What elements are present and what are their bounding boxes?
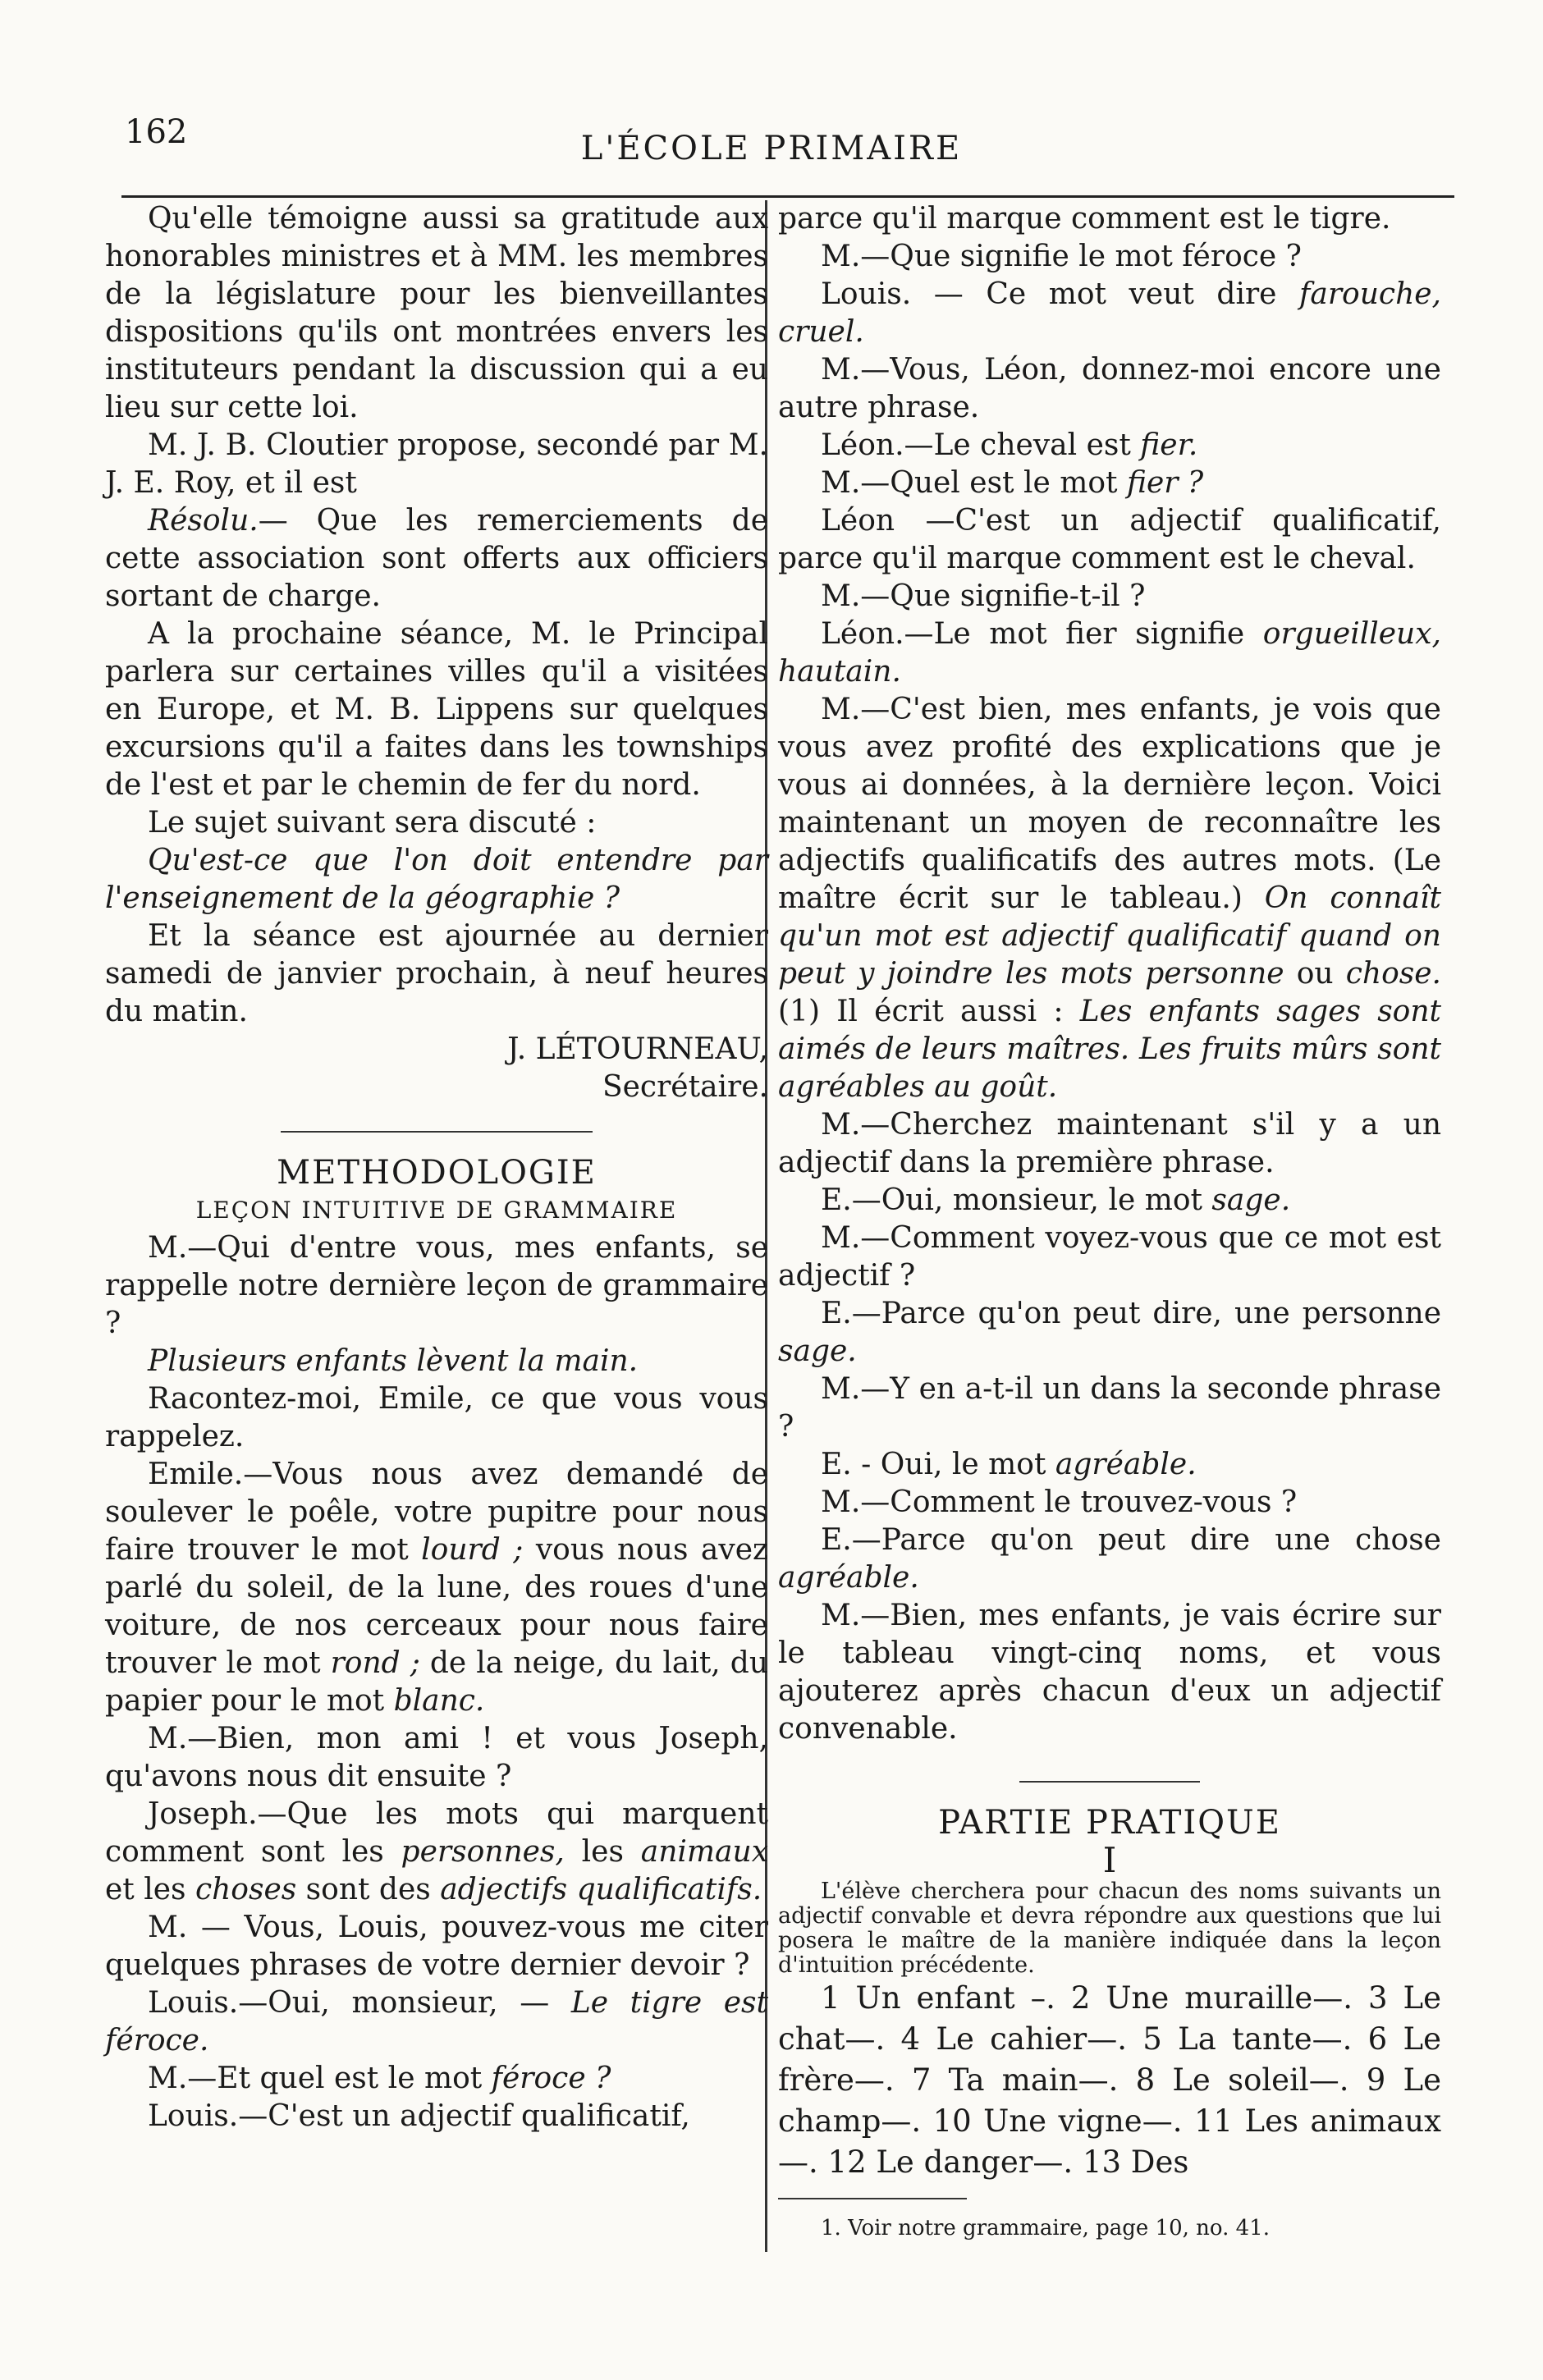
page-number: 162 <box>125 113 188 151</box>
dialogue-line: E.—Oui, monsieur, le mot sage. <box>821 1183 1291 1217</box>
dialogue-line: M.—Cherchez maintenant s'il y a un adjectif dans la première phrase. <box>778 1108 1441 1179</box>
section-title: PARTIE PRATIQUE <box>938 1804 1281 1842</box>
exercise-number: I <box>1102 1840 1117 1880</box>
signature-title: Secrétaire. <box>602 1070 768 1104</box>
dialogue-line: M.—Comment voyez-vous que ce mot est adjectif ? <box>778 1221 1441 1293</box>
running-title: L'ÉCOLE PRIMAIRE <box>580 130 963 167</box>
dialogue-line: Joseph.—Que les mots qui marquent comment sont les personnes, les animaux et les choses sont des adjectifs qualificatifs. <box>105 1797 768 1906</box>
paragraph: M. J. B. Cloutier propose, secondé par M. J. E. Roy, et il est <box>105 428 768 500</box>
dialogue-line: M.—Qui d'entre vous, mes enfants, se rappelle notre dernière leçon de grammaire ? <box>105 1231 768 1340</box>
dialogue-line: E.—Parce qu'on peut dire, une personne sage. <box>778 1297 1441 1368</box>
dialogue-line: parce qu'il marque comment est le tigre. <box>778 202 1391 236</box>
dialogue-line: M.—Que signifie-t-il ? <box>821 579 1146 613</box>
paragraph: Qu'elle témoigne aussi sa gratitude aux honorables ministres et à MM. les membres de la législature pour les bienveillantes dispositions qu'ils ont montrées envers les instituteurs pendant la discussion qui a eu lieu sur cette loi. <box>105 202 768 424</box>
section-separator <box>281 1131 593 1133</box>
right-column <box>778 200 1441 2247</box>
dialogue-line: Louis.—Oui, monsieur, — Le tigre est féroce. <box>105 1986 768 2057</box>
paragraph: Et la séance est ajournée au dernier samedi de janvier prochain, à neuf heures du matin. <box>105 919 768 1028</box>
exercise-instruction: L'élève cherchera pour chacun des noms suivants un adjectif convable et devra répondre aux questions que lui posera le maître de la manière indiquée dans la leçon d'intuition précédente. <box>778 1879 1441 1978</box>
header-rule <box>121 195 1454 198</box>
exercise-list: 1 Un enfant –. 2 Une muraille—. 3 Le chat—. 4 Le cahier—. 5 La tante—. 6 Le frère—. 7 Ta main—. 8 Le soleil—. 9 Le champ—. 10 Une vigne—. 11 Les animaux—. 12 Le danger—. 13 Des <box>778 1980 1441 2180</box>
dialogue-line: M.—Vous, Léon, donnez-moi encore une autre phrase. <box>778 353 1441 424</box>
dialogue-line: M.—Que signifie le mot féroce ? <box>821 240 1302 273</box>
signature-name: J. LÉTOURNEAU, <box>507 1032 768 1066</box>
left-column <box>105 200 768 2135</box>
dialogue-line: Louis.—C'est un adjectif qualificatif, <box>148 2099 690 2133</box>
stage-direction: Plusieurs enfants lèvent la main. <box>148 1344 639 1378</box>
dialogue-line: M. — Vous, Louis, pouvez-vous me citer quelques phrases de votre dernier devoir ? <box>105 1911 768 1982</box>
dialogue-line: Louis. — Ce mot veut dire farouche, cruel. <box>778 277 1441 349</box>
paragraph: A la prochaine séance, M. le Principal parlera sur certaines villes qu'il a visitées en Europe, et M. B. Lippens sur quelques excursions qu'il a faites dans les townships de l'est et par le chemin de fer du nord. <box>105 617 768 802</box>
section-subtitle: LEÇON INTUITIVE DE GRAMMAIRE <box>195 1197 678 1224</box>
dialogue-line: Léon.—Le mot fier signifie orgueilleux, hautain. <box>778 617 1441 689</box>
dialogue-line: M.—Y en a-t-il un dans la seconde phrase ? <box>778 1372 1441 1444</box>
dialogue-line: E.—Parce qu'on peut dire une chose agréable. <box>778 1523 1441 1595</box>
dialogue-line: Léon —C'est un adjectif qualificatif, parce qu'il marque comment est le cheval. <box>778 504 1441 575</box>
dialogue-line: M.—Quel est le mot fier ? <box>821 466 1204 500</box>
dialogue-line: M.—Bien, mes enfants, je vais écrire sur le tableau vingt-cinq noms, et vous ajouterez après chacun d'eux un adjectif convenable. <box>778 1599 1441 1746</box>
dialogue-line: Emile.—Vous nous avez demandé de soulever le poêle, votre pupitre pour nous faire trouver le mot lourd ; vous nous avez parlé du soleil, de la lune, des roues d'une voiture, de nos cerceaux pour nous faire trouver le mot rond ; de la neige, du lait, du papier pour le mot blanc. <box>105 1458 769 1718</box>
dialogue-line: M.—Bien, mon ami ! et vous Joseph, qu'avons nous dit ensuite ? <box>105 1722 768 1793</box>
dialogue-line: M.—Et quel est le mot féroce ? <box>148 2062 611 2095</box>
paragraph: Résolu.— Que les remerciements de cette association sont offerts aux officiers sortant de charge. <box>105 504 768 613</box>
dialogue-line: Racontez-moi, Emile, ce que vous vous rappelez. <box>105 1382 768 1453</box>
dialogue-line: M.—C'est bien, mes enfants, je vois que vous avez profité des explications que je vous ai données, à la dernière leçon. Voici maintenant un moyen de reconnaître les adjectifs qualificatifs des autres mots. (Le maître écrit sur le tableau.) On connaît qu'un mot est adjectif qualificatif quand on peut y joindre les mots personne ou chose. (1) Il écrit aussi : Les enfants sages sont aimés de leurs maîtres. Les fruits mûrs sont agréables au goût. <box>778 693 1441 1104</box>
dialogue-line: M.—Comment le trouvez-vous ? <box>821 1485 1298 1519</box>
dialogue-line: E. - Oui, le mot agréable. <box>821 1448 1197 1481</box>
resolution-label: Résolu. <box>148 504 259 538</box>
section-title: METHODOLOGIE <box>277 1154 597 1192</box>
footnote: 1. Voir notre grammaire, page 10, no. 41. <box>821 2216 1270 2240</box>
footnote-rule <box>778 2198 967 2199</box>
paragraph: Le sujet suivant sera discuté : <box>148 806 597 840</box>
subject-question: Qu'est-ce que l'on doit entendre par l'enseignement de la géographie ? <box>105 844 768 915</box>
section-separator <box>1019 1781 1200 1783</box>
dialogue-line: Léon.—Le cheval est fier. <box>821 428 1198 462</box>
